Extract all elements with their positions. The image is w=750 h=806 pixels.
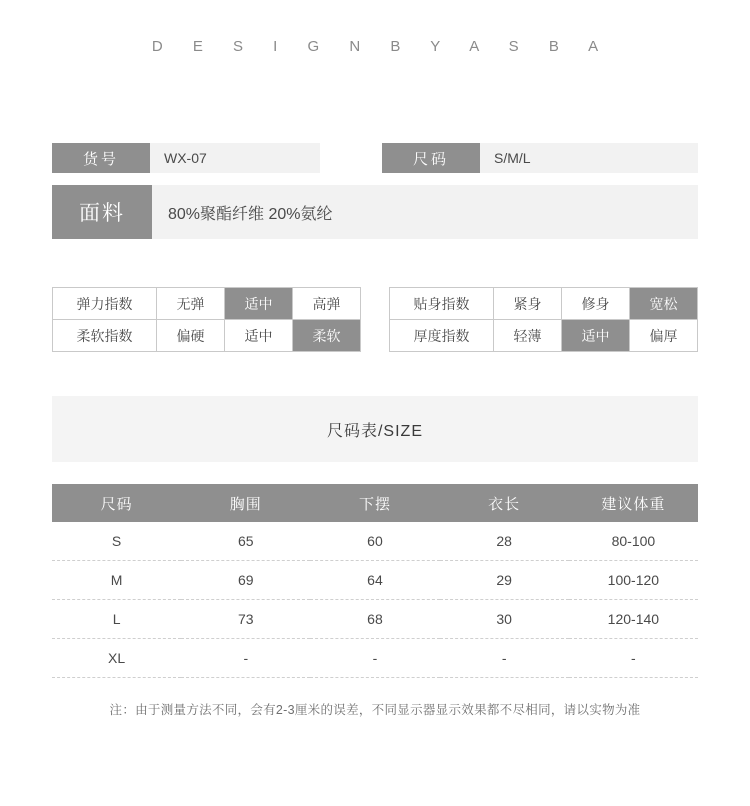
index-area — [52, 287, 698, 352]
cell-weight: 120-140 — [569, 600, 698, 639]
cell-size: L — [52, 600, 181, 639]
cell-bust: - — [181, 639, 310, 678]
cell-length: - — [440, 639, 569, 678]
cell-size: XL — [52, 639, 181, 678]
size-chart-col-bust: 胸围 — [181, 484, 310, 522]
index-option-elasticity-2[interactable]: 高弹 — [293, 288, 361, 320]
index-name-fit: 贴身指数 — [390, 288, 494, 320]
index-row-softness — [53, 320, 361, 352]
index-table-left — [52, 287, 361, 352]
table-row — [52, 639, 698, 678]
index-option-thickness-2[interactable]: 偏厚 — [630, 320, 698, 352]
cell-length: 28 — [440, 522, 569, 561]
index-name-elasticity: 弹力指数 — [53, 288, 157, 320]
table-row — [52, 522, 698, 561]
code-value: WX-07 — [150, 143, 320, 173]
size-chart-col-weight: 建议体重 — [569, 484, 698, 522]
size-chart-note: 注：由于测量方法不同，会有2-3厘米的误差，不同显示器显示效果都不尽相同，请以实物为准 — [109, 703, 641, 717]
size-chart-col-hem: 下摆 — [310, 484, 439, 522]
cell-weight: - — [569, 639, 698, 678]
cell-bust: 65 — [181, 522, 310, 561]
cell-weight: 80-100 — [569, 522, 698, 561]
cell-length: 29 — [440, 561, 569, 600]
index-name-thickness: 厚度指数 — [390, 320, 494, 352]
index-option-elasticity-0[interactable]: 无弹 — [157, 288, 225, 320]
table-row — [52, 561, 698, 600]
info-row-spacer — [320, 143, 382, 173]
index-option-thickness-1[interactable]: 适中 — [562, 320, 630, 352]
fabric-label: 面料 — [52, 185, 152, 239]
cell-hem: 60 — [310, 522, 439, 561]
index-option-softness-2[interactable]: 柔软 — [293, 320, 361, 352]
index-option-softness-1[interactable]: 适中 — [225, 320, 293, 352]
size-chart-col-size: 尺码 — [52, 484, 181, 522]
index-option-fit-0[interactable]: 紧身 — [494, 288, 562, 320]
cell-size: M — [52, 561, 181, 600]
index-row-thickness — [390, 320, 698, 352]
index-row-fit — [390, 288, 698, 320]
code-label: 货号 — [52, 143, 150, 173]
cell-length: 30 — [440, 600, 569, 639]
size-chart-header-row — [52, 484, 698, 522]
index-option-fit-1[interactable]: 修身 — [562, 288, 630, 320]
size-chart-table — [52, 484, 698, 678]
size-value: S/M/L — [480, 143, 698, 173]
cell-hem: - — [310, 639, 439, 678]
index-row-elasticity — [53, 288, 361, 320]
info-row-code-size — [52, 143, 698, 173]
cell-bust: 69 — [181, 561, 310, 600]
cell-hem: 64 — [310, 561, 439, 600]
cell-weight: 100-120 — [569, 561, 698, 600]
index-option-fit-2[interactable]: 宽松 — [630, 288, 698, 320]
table-row — [52, 600, 698, 639]
index-option-softness-0[interactable]: 偏硬 — [157, 320, 225, 352]
size-chart-title-band — [52, 396, 698, 462]
cell-size: S — [52, 522, 181, 561]
index-table-right — [389, 287, 698, 352]
size-chart-title: 尺码表/SIZE — [326, 422, 423, 440]
cell-hem: 68 — [310, 600, 439, 639]
brand-line: D E S I G N B Y A S B A — [151, 38, 612, 55]
index-option-thickness-0[interactable]: 轻薄 — [494, 320, 562, 352]
size-label: 尺码 — [382, 143, 480, 173]
info-row-fabric — [52, 185, 698, 239]
fabric-value: 80%聚酯纤维 20%氨纶 — [152, 185, 698, 239]
cell-bust: 73 — [181, 600, 310, 639]
index-name-softness: 柔软指数 — [53, 320, 157, 352]
size-chart-col-length: 衣长 — [440, 484, 569, 522]
product-info-block — [52, 143, 698, 239]
index-option-elasticity-1[interactable]: 适中 — [225, 288, 293, 320]
